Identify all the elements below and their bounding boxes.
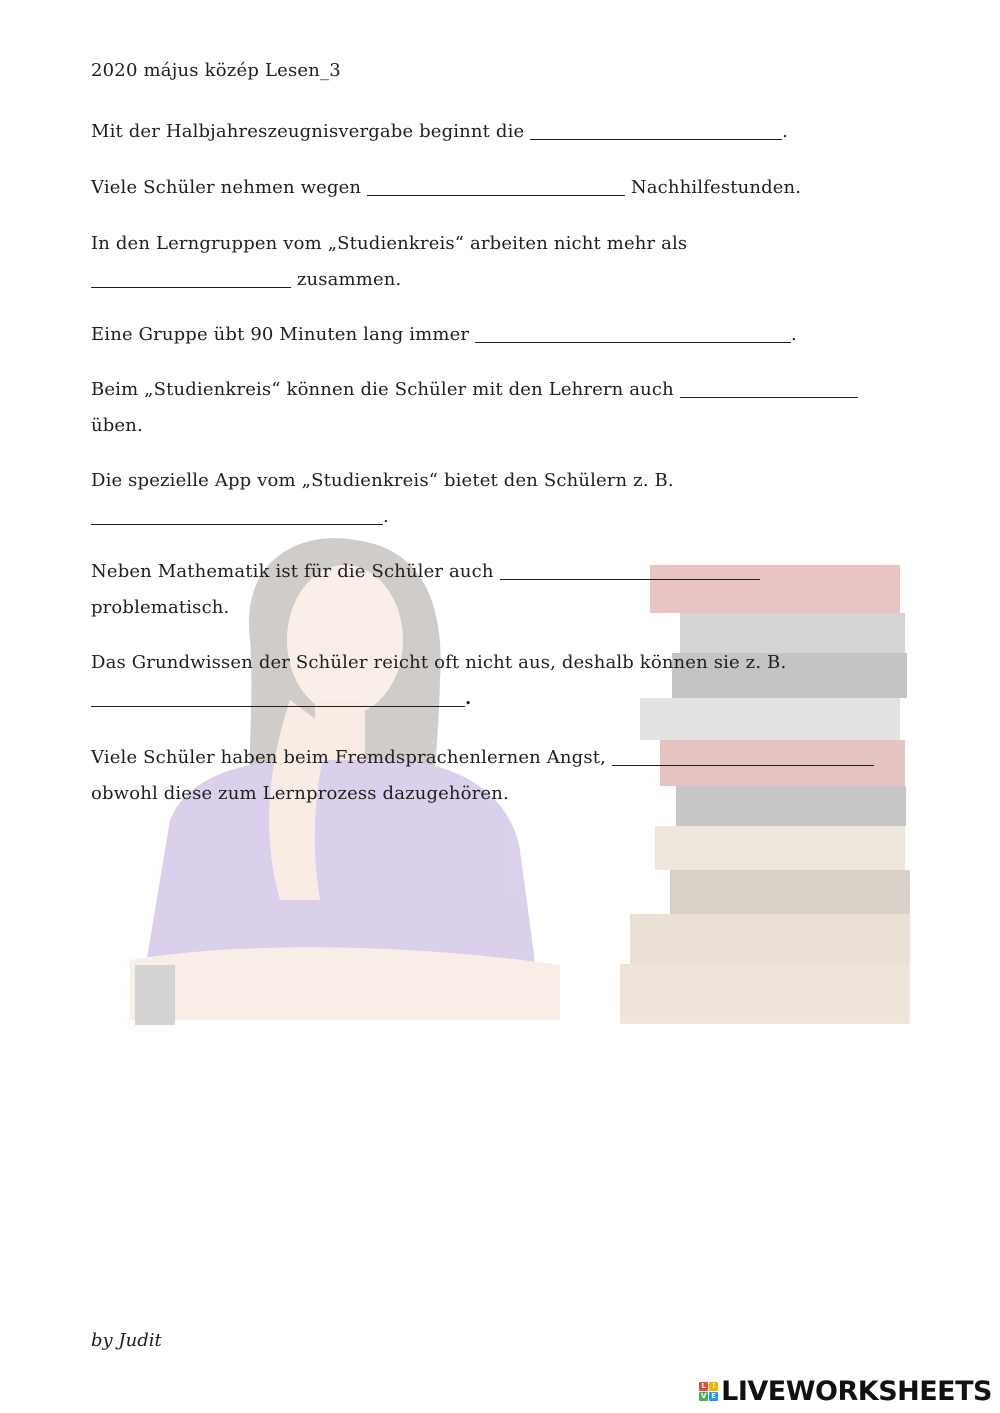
author-credit: by Judit — [91, 1330, 162, 1351]
sentence-3-end: zusammen. — [291, 269, 402, 290]
logo-tile-l: L — [699, 1382, 708, 1391]
sentence-1-text: Mit der Halbjahreszeugnisvergabe beginnt die — [91, 121, 531, 142]
answer-blank-2[interactable] — [367, 175, 625, 196]
answer-blank-8[interactable] — [91, 686, 465, 707]
exercise-sentence-5 — [91, 372, 858, 444]
exercise-sentence-4 — [91, 317, 797, 353]
sentence-7-end: problematisch. — [91, 597, 230, 618]
sentence-9-end: obwohl diese zum Lernprozess dazugehören. — [91, 783, 509, 804]
liveworksheets-brand[interactable] — [699, 1376, 992, 1407]
sentence-9-text: Viele Schüler haben beim Fremdsprachenlernen Angst, — [91, 747, 612, 768]
answer-blank-7[interactable] — [500, 559, 760, 580]
logo-tile-e: E — [709, 1392, 718, 1401]
sentence-8-end: . — [465, 688, 472, 709]
exercise-sentence-2 — [91, 170, 801, 206]
exercise-sentence-7 — [91, 554, 760, 626]
logo-tile-v: V — [700, 1392, 707, 1400]
sentence-4-end: . — [791, 324, 797, 345]
exercise-sentence-6 — [91, 463, 674, 535]
sentence-5-end: üben. — [91, 415, 143, 436]
sentence-6-end: . — [383, 506, 389, 527]
liveworksheets-logo-icon — [699, 1382, 718, 1401]
sentence-2-end: Nachhilfestunden. — [625, 177, 802, 198]
answer-blank-4[interactable] — [475, 322, 791, 343]
answer-blank-9[interactable] — [612, 745, 874, 766]
sentence-8-text: Das Grundwissen der Schüler reicht oft nicht aus, deshalb können sie z. B. — [91, 652, 787, 673]
brand-name: LIVEWORKSHEETS — [721, 1376, 992, 1407]
exercise-sentence-9 — [91, 740, 874, 812]
exercise-sentence-3 — [91, 226, 687, 298]
answer-blank-5[interactable] — [680, 377, 858, 398]
answer-blank-1[interactable] — [530, 119, 782, 140]
sentence-5-text: Beim „Studienkreis“ können die Schüler mit den Lehrern auch — [91, 379, 680, 400]
sentence-7-text: Neben Mathematik ist für die Schüler auch — [91, 561, 500, 582]
page-title: 2020 május közép Lesen_3 — [91, 60, 341, 81]
sentence-3-text: In den Lerngruppen vom „Studienkreis“ arbeiten nicht mehr als — [91, 233, 688, 254]
sentence-6-text: Die spezielle App vom „Studienkreis“ bietet den Schülern z. B. — [91, 470, 674, 491]
sentence-1-end: . — [782, 121, 789, 142]
answer-blank-6[interactable] — [91, 504, 383, 525]
exercise-sentence-8 — [91, 645, 786, 717]
sentence-4-text: Eine Gruppe übt 90 Minuten lang immer — [91, 324, 476, 345]
sentence-2-text: Viele Schüler nehmen wegen — [91, 177, 368, 198]
exercise-sentence-1 — [91, 114, 788, 150]
answer-blank-3[interactable] — [91, 267, 291, 288]
logo-tile-i: I — [709, 1382, 718, 1391]
